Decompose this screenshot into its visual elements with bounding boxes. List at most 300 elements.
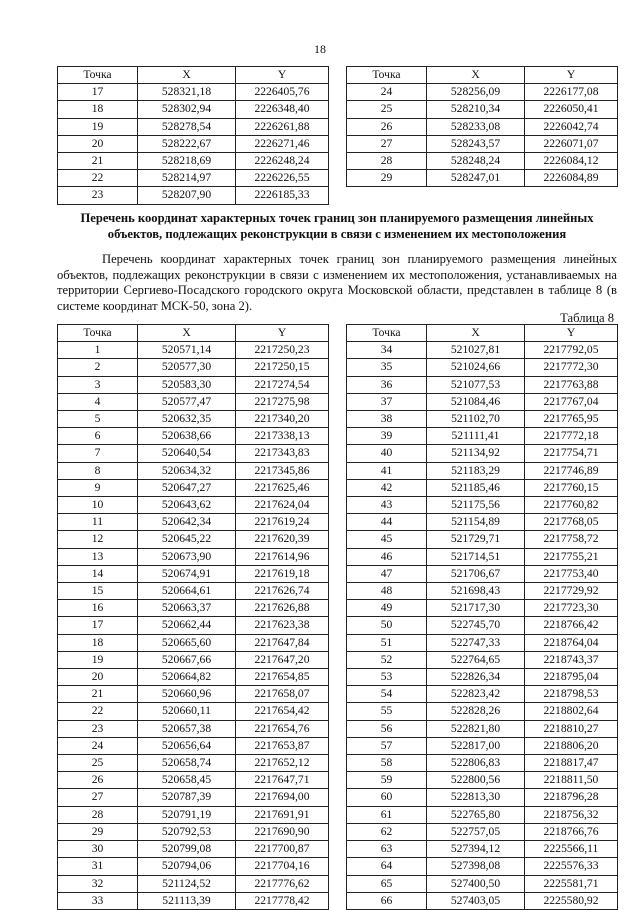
column-header-y: Y: [236, 67, 329, 84]
y-cell: 2217614,96: [236, 548, 329, 565]
table-row: [58, 841, 329, 858]
point-cell: 30: [58, 841, 138, 858]
point-cell: 39: [347, 428, 427, 445]
column-header-x: X: [138, 325, 236, 342]
x-cell: 522813,30: [427, 789, 525, 806]
y-cell: 2217619,18: [236, 565, 329, 582]
point-cell: 42: [347, 479, 427, 496]
x-cell: 520794,06: [138, 858, 236, 875]
table-row: [347, 84, 618, 101]
table-row: [347, 428, 618, 445]
point-cell: 44: [347, 514, 427, 531]
table-row: [347, 875, 618, 892]
y-cell: 2217647,71: [236, 772, 329, 789]
y-cell: 2218817,47: [525, 755, 618, 772]
table-row: [347, 359, 618, 376]
table-row: [58, 497, 329, 514]
y-cell: 2226248,24: [236, 153, 329, 170]
point-cell: 3: [58, 376, 138, 393]
y-cell: 2217723,30: [525, 600, 618, 617]
point-cell: 18: [58, 101, 138, 118]
point-cell: 27: [58, 789, 138, 806]
x-cell: 527403,05: [427, 892, 525, 909]
x-cell: 520787,39: [138, 789, 236, 806]
table-row: [58, 101, 329, 118]
x-cell: 520673,90: [138, 548, 236, 565]
table-row: [347, 703, 618, 720]
x-cell: 528278,54: [138, 118, 236, 135]
y-cell: 2225566,11: [525, 841, 618, 858]
y-cell: 2217654,42: [236, 703, 329, 720]
x-cell: 521729,71: [427, 531, 525, 548]
page-number: 18: [314, 42, 326, 56]
point-cell: 8: [58, 462, 138, 479]
point-cell: 6: [58, 428, 138, 445]
table-row: [58, 720, 329, 737]
x-cell: 520792,53: [138, 823, 236, 840]
x-cell: 528207,90: [138, 187, 236, 204]
table-row: [58, 565, 329, 582]
point-cell: 24: [58, 737, 138, 754]
point-cell: 48: [347, 583, 427, 600]
x-cell: 521134,92: [427, 445, 525, 462]
point-cell: 26: [347, 118, 427, 135]
table-row: [347, 669, 618, 686]
table-row: [58, 376, 329, 393]
y-cell: 2217691,91: [236, 806, 329, 823]
y-cell: 2218806,20: [525, 737, 618, 754]
x-cell: 520664,61: [138, 583, 236, 600]
table-row: [347, 634, 618, 651]
x-cell: 528321,18: [138, 84, 236, 101]
table-row: [347, 548, 618, 565]
x-cell: 520640,54: [138, 445, 236, 462]
table-row: [347, 342, 618, 359]
point-cell: 40: [347, 445, 427, 462]
y-cell: 2218802,64: [525, 703, 618, 720]
x-cell: 528248,24: [427, 153, 525, 170]
point-cell: 29: [347, 170, 427, 187]
y-cell: 2217763,88: [525, 376, 618, 393]
x-cell: 520642,34: [138, 514, 236, 531]
table-row: [58, 772, 329, 789]
table-row: [347, 583, 618, 600]
x-cell: 521102,70: [427, 411, 525, 428]
x-cell: 528243,57: [427, 135, 525, 152]
table-row: [58, 153, 329, 170]
y-cell: 2226405,76: [236, 84, 329, 101]
y-cell: 2217345,86: [236, 462, 329, 479]
table-row: [347, 514, 618, 531]
point-cell: 26: [58, 772, 138, 789]
y-cell: 2217772,18: [525, 428, 618, 445]
x-cell: 522821,80: [427, 720, 525, 737]
x-cell: 520658,45: [138, 772, 236, 789]
table-row: [58, 703, 329, 720]
x-cell: 522747,33: [427, 634, 525, 651]
x-cell: 521706,67: [427, 565, 525, 582]
y-cell: 2218796,28: [525, 789, 618, 806]
column-header-x: X: [427, 325, 525, 342]
y-cell: 2217626,88: [236, 600, 329, 617]
y-cell: 2218766,42: [525, 617, 618, 634]
coordinates-table-8-left: [57, 324, 329, 910]
point-cell: 65: [347, 875, 427, 892]
point-cell: 20: [58, 135, 138, 152]
table-row: [347, 806, 618, 823]
y-cell: 2217760,82: [525, 497, 618, 514]
point-cell: 15: [58, 583, 138, 600]
x-cell: 528210,34: [427, 101, 525, 118]
point-cell: 11: [58, 514, 138, 531]
table-row: [347, 565, 618, 582]
x-cell: 521084,46: [427, 393, 525, 410]
y-cell: 2217626,74: [236, 583, 329, 600]
y-cell: 2226185,33: [236, 187, 329, 204]
x-cell: 521111,41: [427, 428, 525, 445]
table-row: [58, 84, 329, 101]
x-cell: 521154,89: [427, 514, 525, 531]
point-cell: 24: [347, 84, 427, 101]
table-row: [58, 600, 329, 617]
y-cell: 2217647,20: [236, 651, 329, 668]
table-row: [58, 187, 329, 204]
point-cell: 53: [347, 669, 427, 686]
y-cell: 2217624,04: [236, 497, 329, 514]
y-cell: 2217654,76: [236, 720, 329, 737]
table-row: [347, 617, 618, 634]
table-row: [58, 135, 329, 152]
x-cell: 521717,30: [427, 600, 525, 617]
y-cell: 2217765,95: [525, 411, 618, 428]
x-cell: 528214,97: [138, 170, 236, 187]
table-row: [347, 720, 618, 737]
x-cell: 522817,00: [427, 737, 525, 754]
table-row: [347, 462, 618, 479]
y-cell: 2218743,37: [525, 651, 618, 668]
x-cell: 520577,47: [138, 393, 236, 410]
point-cell: 9: [58, 479, 138, 496]
table-row: [58, 479, 329, 496]
point-cell: 61: [347, 806, 427, 823]
point-cell: 16: [58, 600, 138, 617]
table-row: [347, 170, 618, 187]
point-cell: 23: [58, 720, 138, 737]
y-cell: 2226177,08: [525, 84, 618, 101]
y-cell: 2217619,24: [236, 514, 329, 531]
point-cell: 20: [58, 669, 138, 686]
point-cell: 60: [347, 789, 427, 806]
y-cell: 2217776,62: [236, 875, 329, 892]
table-row: [58, 583, 329, 600]
point-cell: 45: [347, 531, 427, 548]
x-cell: 527394,12: [427, 841, 525, 858]
table-row: [347, 737, 618, 754]
table-caption: Таблица 8: [560, 311, 614, 325]
y-cell: 2225576,33: [525, 858, 618, 875]
table-row: [58, 686, 329, 703]
y-cell: 2225581,71: [525, 875, 618, 892]
y-cell: 2217746,89: [525, 462, 618, 479]
x-cell: 528302,94: [138, 101, 236, 118]
point-cell: 62: [347, 823, 427, 840]
y-cell: 2226071,07: [525, 135, 618, 152]
table-row: [58, 875, 329, 892]
x-cell: 520657,38: [138, 720, 236, 737]
y-cell: 2218756,32: [525, 806, 618, 823]
x-cell: 521124,52: [138, 875, 236, 892]
column-header-point: Точка: [347, 325, 427, 342]
point-cell: 17: [58, 617, 138, 634]
x-cell: 520665,60: [138, 634, 236, 651]
y-cell: 2226226,55: [236, 170, 329, 187]
x-cell: 522765,80: [427, 806, 525, 823]
table-row: [58, 445, 329, 462]
column-header-y: Y: [236, 325, 329, 342]
point-cell: 23: [58, 187, 138, 204]
point-cell: 57: [347, 737, 427, 754]
table-row: [58, 393, 329, 410]
point-cell: 27: [347, 135, 427, 152]
y-cell: 2226042,74: [525, 118, 618, 135]
point-cell: 21: [58, 686, 138, 703]
coordinates-table-8-right: [346, 324, 618, 910]
y-cell: 2217753,40: [525, 565, 618, 582]
y-cell: 2217275,98: [236, 393, 329, 410]
point-cell: 51: [347, 634, 427, 651]
point-cell: 49: [347, 600, 427, 617]
y-cell: 2217652,12: [236, 755, 329, 772]
x-cell: 521714,51: [427, 548, 525, 565]
x-cell: 520658,74: [138, 755, 236, 772]
y-cell: 2226271,46: [236, 135, 329, 152]
point-cell: 34: [347, 342, 427, 359]
table-row: [58, 634, 329, 651]
point-cell: 13: [58, 548, 138, 565]
y-cell: 2217755,21: [525, 548, 618, 565]
point-cell: 25: [347, 101, 427, 118]
x-cell: 520674,91: [138, 565, 236, 582]
x-cell: 520647,27: [138, 479, 236, 496]
table-row: [347, 772, 618, 789]
y-cell: 2217250,23: [236, 342, 329, 359]
table-row: [58, 170, 329, 187]
x-cell: 520643,62: [138, 497, 236, 514]
table-row: [58, 806, 329, 823]
table-row: [347, 411, 618, 428]
y-cell: 2217778,42: [236, 892, 329, 909]
point-cell: 47: [347, 565, 427, 582]
y-cell: 2217758,72: [525, 531, 618, 548]
table-row: [58, 359, 329, 376]
x-cell: 522800,56: [427, 772, 525, 789]
point-cell: 17: [58, 84, 138, 101]
x-cell: 521185,46: [427, 479, 525, 496]
y-cell: 2218764,04: [525, 634, 618, 651]
x-cell: 520667,66: [138, 651, 236, 668]
y-cell: 2217623,38: [236, 617, 329, 634]
x-cell: 520660,96: [138, 686, 236, 703]
point-cell: 14: [58, 565, 138, 582]
x-cell: 521113,39: [138, 892, 236, 909]
table-row: [58, 892, 329, 909]
x-cell: 527400,50: [427, 875, 525, 892]
y-cell: 2226348,40: [236, 101, 329, 118]
y-cell: 2217792,05: [525, 342, 618, 359]
x-cell: 520656,64: [138, 737, 236, 754]
column-header-y: Y: [525, 67, 618, 84]
point-cell: 63: [347, 841, 427, 858]
section-heading: Перечень координат характерных точек границ зон планируемого размещения линейных объектов, подлежащих реконструкции в связи с изменением их местоположения: [80, 211, 594, 241]
table-row: [347, 686, 618, 703]
point-cell: 22: [58, 170, 138, 187]
y-cell: 2218810,27: [525, 720, 618, 737]
table-row: [347, 135, 618, 152]
coordinates-table-top-left: [57, 66, 329, 205]
y-cell: 2217754,71: [525, 445, 618, 462]
x-cell: 520662,44: [138, 617, 236, 634]
table-row: [347, 531, 618, 548]
x-cell: 520660,11: [138, 703, 236, 720]
x-cell: 521027,81: [427, 342, 525, 359]
point-cell: 33: [58, 892, 138, 909]
table-row: [58, 411, 329, 428]
table-row: [58, 428, 329, 445]
x-cell: 528233,08: [427, 118, 525, 135]
table-row: [58, 462, 329, 479]
x-cell: 521077,53: [427, 376, 525, 393]
coordinates-table-top-right: [346, 66, 618, 187]
table-row: [347, 892, 618, 909]
y-cell: 2217694,00: [236, 789, 329, 806]
x-cell: 520571,14: [138, 342, 236, 359]
point-cell: 21: [58, 153, 138, 170]
point-cell: 5: [58, 411, 138, 428]
x-cell: 522828,26: [427, 703, 525, 720]
y-cell: 2217653,87: [236, 737, 329, 754]
point-cell: 19: [58, 651, 138, 668]
point-cell: 28: [347, 153, 427, 170]
y-cell: 2226084,12: [525, 153, 618, 170]
y-cell: 2217343,83: [236, 445, 329, 462]
table-row: [58, 789, 329, 806]
x-cell: 522826,34: [427, 669, 525, 686]
y-cell: 2218795,04: [525, 669, 618, 686]
intro-paragraph: Перечень координат характерных точек границ зон планируемого размещения линейных объектов, подлежащих реконструкции в связи с изменением их местоположения, устанавливаемых на территории Сергиево-Посадского городского округа Московской области, представлен в таблице 8 (в системе координат МСК-50, зона 2).: [57, 252, 617, 313]
table-row: [347, 118, 618, 135]
point-cell: 59: [347, 772, 427, 789]
point-cell: 58: [347, 755, 427, 772]
column-header-point: Точка: [58, 325, 138, 342]
x-cell: 520799,08: [138, 841, 236, 858]
x-cell: 520638,66: [138, 428, 236, 445]
y-cell: 2217768,05: [525, 514, 618, 531]
point-cell: 36: [347, 376, 427, 393]
y-cell: 2217658,07: [236, 686, 329, 703]
table-row: [58, 342, 329, 359]
y-cell: 2218811,50: [525, 772, 618, 789]
point-cell: 1: [58, 342, 138, 359]
table-row: [347, 497, 618, 514]
y-cell: 2217625,46: [236, 479, 329, 496]
x-cell: 521024,66: [427, 359, 525, 376]
y-cell: 2217760,15: [525, 479, 618, 496]
point-cell: 4: [58, 393, 138, 410]
table-row: [58, 617, 329, 634]
y-cell: 2217729,92: [525, 583, 618, 600]
column-header-x: X: [138, 67, 236, 84]
x-cell: 520583,30: [138, 376, 236, 393]
y-cell: 2217274,54: [236, 376, 329, 393]
table-row: [58, 118, 329, 135]
table-row: [347, 755, 618, 772]
x-cell: 527398,08: [427, 858, 525, 875]
point-cell: 35: [347, 359, 427, 376]
x-cell: 520645,22: [138, 531, 236, 548]
x-cell: 528218,69: [138, 153, 236, 170]
x-cell: 521698,43: [427, 583, 525, 600]
table-row: [58, 858, 329, 875]
point-cell: 41: [347, 462, 427, 479]
table-row: [347, 823, 618, 840]
point-cell: 46: [347, 548, 427, 565]
point-cell: 10: [58, 497, 138, 514]
point-cell: 66: [347, 892, 427, 909]
table-row: [347, 153, 618, 170]
table-row: [347, 651, 618, 668]
table-row: [58, 531, 329, 548]
x-cell: 522745,70: [427, 617, 525, 634]
table-row: [58, 514, 329, 531]
x-cell: 522806,83: [427, 755, 525, 772]
column-header-y: Y: [525, 325, 618, 342]
y-cell: 2226050,41: [525, 101, 618, 118]
point-cell: 50: [347, 617, 427, 634]
x-cell: 520632,35: [138, 411, 236, 428]
point-cell: 55: [347, 703, 427, 720]
point-cell: 54: [347, 686, 427, 703]
y-cell: 2217767,04: [525, 393, 618, 410]
point-cell: 37: [347, 393, 427, 410]
x-cell: 528247,01: [427, 170, 525, 187]
point-cell: 7: [58, 445, 138, 462]
y-cell: 2217620,39: [236, 531, 329, 548]
y-cell: 2217654,85: [236, 669, 329, 686]
point-cell: 25: [58, 755, 138, 772]
point-cell: 52: [347, 651, 427, 668]
y-cell: 2217338,13: [236, 428, 329, 445]
y-cell: 2226261,88: [236, 118, 329, 135]
y-cell: 2217772,30: [525, 359, 618, 376]
point-cell: 32: [58, 875, 138, 892]
y-cell: 2218798,53: [525, 686, 618, 703]
y-cell: 2217690,90: [236, 823, 329, 840]
table-row: [58, 651, 329, 668]
point-cell: 12: [58, 531, 138, 548]
point-cell: 2: [58, 359, 138, 376]
table-row: [347, 479, 618, 496]
table-row: [58, 755, 329, 772]
x-cell: 522823,42: [427, 686, 525, 703]
x-cell: 521175,56: [427, 497, 525, 514]
column-header-x: X: [427, 67, 525, 84]
column-header-point: Точка: [58, 67, 138, 84]
point-cell: 38: [347, 411, 427, 428]
x-cell: 528222,67: [138, 135, 236, 152]
x-cell: 520791,19: [138, 806, 236, 823]
x-cell: 520634,32: [138, 462, 236, 479]
x-cell: 522757,05: [427, 823, 525, 840]
